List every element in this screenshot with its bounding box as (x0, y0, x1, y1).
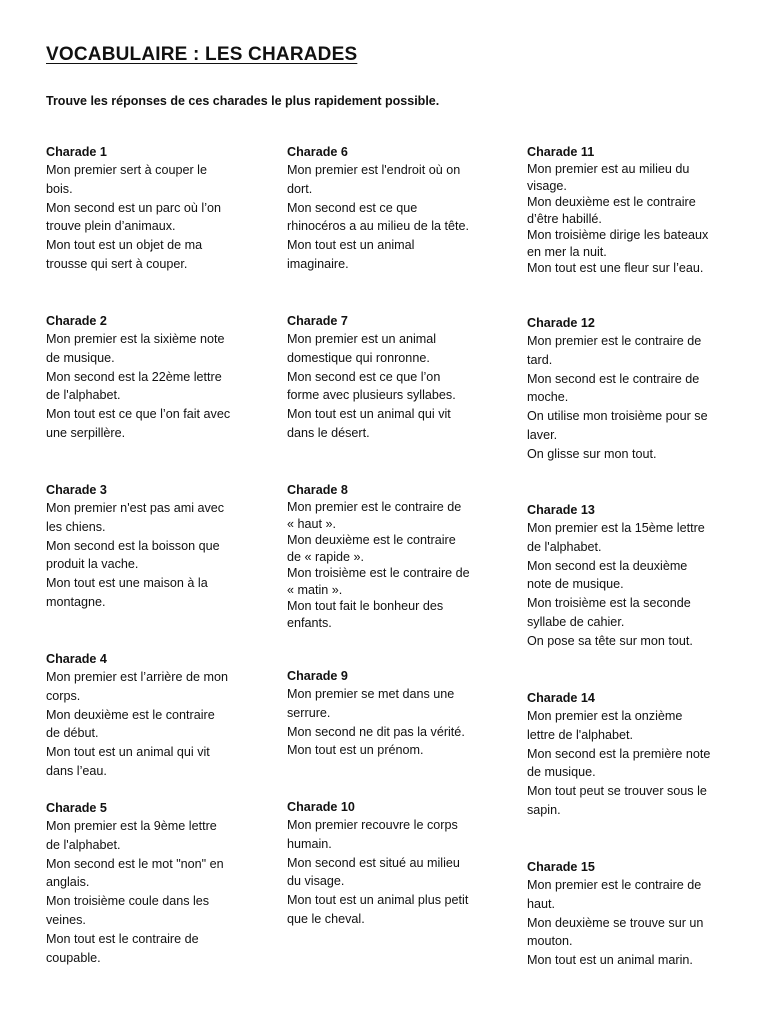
charade-line: enfants. (287, 615, 332, 630)
charade-line: Mon second ne dit pas la vérité. (287, 724, 465, 739)
charade-title: Charade 2 (46, 314, 107, 328)
page-title: VOCABULAIRE : LES CHARADES (46, 44, 358, 65)
charade-line: Mon second est ce que l’on (287, 369, 441, 384)
charade-title: Charade 13 (527, 503, 595, 517)
charade-line: Mon premier est le contraire de (527, 334, 702, 348)
charade-line: On pose sa tête sur mon tout. (527, 633, 693, 648)
charade-line: dans l’eau. (46, 763, 107, 778)
charade-line: « matin ». (287, 582, 343, 597)
charade-line: mouton. (527, 934, 573, 949)
charade-line: de l'alphabet. (527, 539, 602, 554)
charade-line: montagne. (46, 594, 106, 609)
charade-line: domestique qui ronronne. (287, 350, 430, 365)
charade-line: Mon premier est le contraire de (527, 878, 702, 892)
charade-line: syllabe de cahier. (527, 614, 625, 629)
charade-line: Mon premier n'est pas ami avec (46, 501, 225, 515)
charade-line: Mon premier est au milieu du (527, 162, 690, 176)
charade-line: de « rapide ». (287, 549, 365, 564)
charade-line: de l'alphabet. (46, 837, 121, 852)
charade-line: « haut ». (287, 516, 337, 531)
charade-11 (527, 144, 727, 277)
charade-line: Mon tout est une fleur sur l’eau. (527, 261, 704, 275)
charade-line: dans le désert. (287, 425, 370, 440)
charade-line: trouve plein d’animaux. (46, 219, 176, 234)
charade-line: rhinocéros a au milieu de la tête. (287, 219, 470, 234)
charade-line: Mon second est le contraire de (527, 371, 700, 386)
charade-line: On glisse sur mon tout. (527, 446, 657, 461)
charade-title: Charade 5 (46, 801, 107, 815)
charade-line: Mon second est ce que (287, 200, 418, 215)
charade-line: Mon tout est le contraire de (46, 931, 199, 946)
charade-15 (527, 859, 727, 970)
charade-line: Mon second est situé au milieu (287, 855, 460, 870)
charade-line: Mon premier est l’arrière de mon (46, 670, 228, 684)
charade-line: haut. (527, 896, 556, 911)
charade-title: Charade 10 (287, 800, 355, 814)
charade-line: veines. (46, 912, 86, 927)
charade-line: coupable. (46, 950, 101, 965)
charade-line: Mon premier est l'endroit où on (287, 163, 461, 177)
charade-line: produit la vache. (46, 557, 139, 572)
charade-line: de début. (46, 726, 99, 741)
charade-12 (527, 315, 727, 464)
charade-5 (46, 800, 246, 967)
charade-line: moche. (527, 390, 569, 405)
charade-title: Charade 9 (287, 669, 348, 683)
charade-line: Mon premier est la 9ème lettre (46, 819, 217, 833)
charade-line: d’être habillé. (527, 211, 602, 226)
charade-line: Mon tout fait le bonheur des (287, 599, 444, 613)
charade-line: Mon premier est un animal (287, 332, 437, 346)
charade-line: de l'alphabet. (46, 388, 121, 403)
charade-10 (287, 799, 487, 929)
charade-line: corps. (46, 688, 81, 703)
charade-title: Charade 7 (287, 314, 348, 328)
charade-line: anglais. (46, 875, 90, 890)
charade-line: Mon premier recouvre le corps (287, 818, 458, 832)
charade-title: Charade 15 (527, 860, 595, 874)
charade-line: Mon tout est un animal (287, 238, 415, 253)
charade-line: Mon troisième est la seconde (527, 596, 691, 611)
charade-line: laver. (527, 427, 558, 442)
charade-line: Mon tout est un prénom. (287, 743, 424, 758)
charade-1 (46, 144, 246, 274)
charade-line: Mon second est la 22ème lettre (46, 369, 222, 384)
charade-line: dort. (287, 181, 313, 196)
charade-line: Mon deuxième se trouve sur un (527, 915, 704, 930)
charade-line: Mon second est la première note (527, 746, 711, 761)
charade-line: Mon tout est un animal marin. (527, 953, 693, 968)
charade-line: On utilise mon troisième pour se (527, 409, 708, 424)
charade-line: Mon deuxième est le contraire (287, 533, 456, 547)
charade-title: Charade 4 (46, 652, 107, 666)
charade-line: Mon premier est la sixième note (46, 332, 225, 346)
charade-line: Mon deuxième est le contraire (527, 195, 696, 209)
charade-line: Mon premier sert à couper le (46, 163, 207, 177)
charade-2 (46, 313, 246, 443)
charade-line: Mon second est le mot "non" en (46, 856, 224, 871)
charade-line: que le cheval. (287, 911, 365, 926)
charade-title: Charade 3 (46, 483, 107, 497)
charade-7 (287, 313, 487, 443)
charade-line: de musique. (46, 350, 115, 365)
charade-line: les chiens. (46, 519, 106, 534)
charade-line: Mon tout est un objet de ma (46, 238, 203, 253)
charade-line: Mon deuxième est le contraire (46, 707, 215, 722)
charade-line: tard. (527, 352, 553, 367)
charade-title: Charade 8 (287, 483, 348, 497)
charade-line: Mon tout est un animal qui vit (287, 407, 451, 422)
charade-4 (46, 651, 246, 781)
charade-title: Charade 1 (46, 145, 107, 159)
charade-9 (287, 668, 487, 760)
charade-line: Mon second est la deuxième (527, 558, 688, 573)
charade-line: Mon premier est la 15ème lettre (527, 521, 705, 535)
charade-line: Mon premier est la onzième (527, 709, 683, 723)
charade-line: bois. (46, 181, 73, 196)
charade-line: Mon tout est une maison à la (46, 576, 208, 591)
charade-8 (287, 482, 487, 631)
charade-line: Mon tout est un animal qui vit (46, 745, 210, 760)
charade-title: Charade 11 (527, 145, 595, 159)
charade-14 (527, 690, 727, 820)
charade-line: Mon premier est le contraire de (287, 500, 462, 514)
charade-line: forme avec plusieurs syllabes. (287, 388, 456, 403)
charade-line: Mon second est la boisson que (46, 538, 220, 553)
charade-line: note de musique. (527, 577, 624, 592)
charade-line: sapin. (527, 802, 561, 817)
charade-line: visage. (527, 178, 567, 193)
instructions: Trouve les réponses de ces charades le plus rapidement possible. (46, 94, 440, 108)
charade-line: de musique. (527, 765, 596, 780)
charade-title: Charade 14 (527, 691, 595, 705)
charade-line: Mon tout peut se trouver sous le (527, 784, 707, 799)
charade-line: imaginaire. (287, 256, 349, 271)
charade-13 (527, 502, 727, 651)
charade-line: serrure. (287, 705, 331, 720)
charade-line: une serpillère. (46, 425, 126, 440)
charade-line: Mon troisième coule dans les (46, 894, 210, 909)
charade-line: du visage. (287, 874, 345, 889)
charade-line: Mon premier se met dans une (287, 687, 455, 701)
charade-line: Mon troisième dirige les bateaux (527, 228, 709, 242)
charade-6 (287, 144, 487, 274)
charade-line: humain. (287, 836, 332, 851)
charade-title: Charade 12 (527, 316, 595, 330)
charade-line: Mon tout est un animal plus petit (287, 893, 469, 908)
charade-line: Mon tout est ce que l’on fait avec (46, 407, 231, 422)
charade-line: Mon troisième est le contraire de (287, 566, 470, 580)
charade-3 (46, 482, 246, 612)
charade-line: Mon second est un parc où l’on (46, 200, 222, 215)
charade-line: trousse qui sert à couper. (46, 256, 188, 271)
charade-line: en mer la nuit. (527, 244, 607, 259)
charade-title: Charade 6 (287, 145, 348, 159)
charade-line: lettre de l'alphabet. (527, 727, 634, 742)
